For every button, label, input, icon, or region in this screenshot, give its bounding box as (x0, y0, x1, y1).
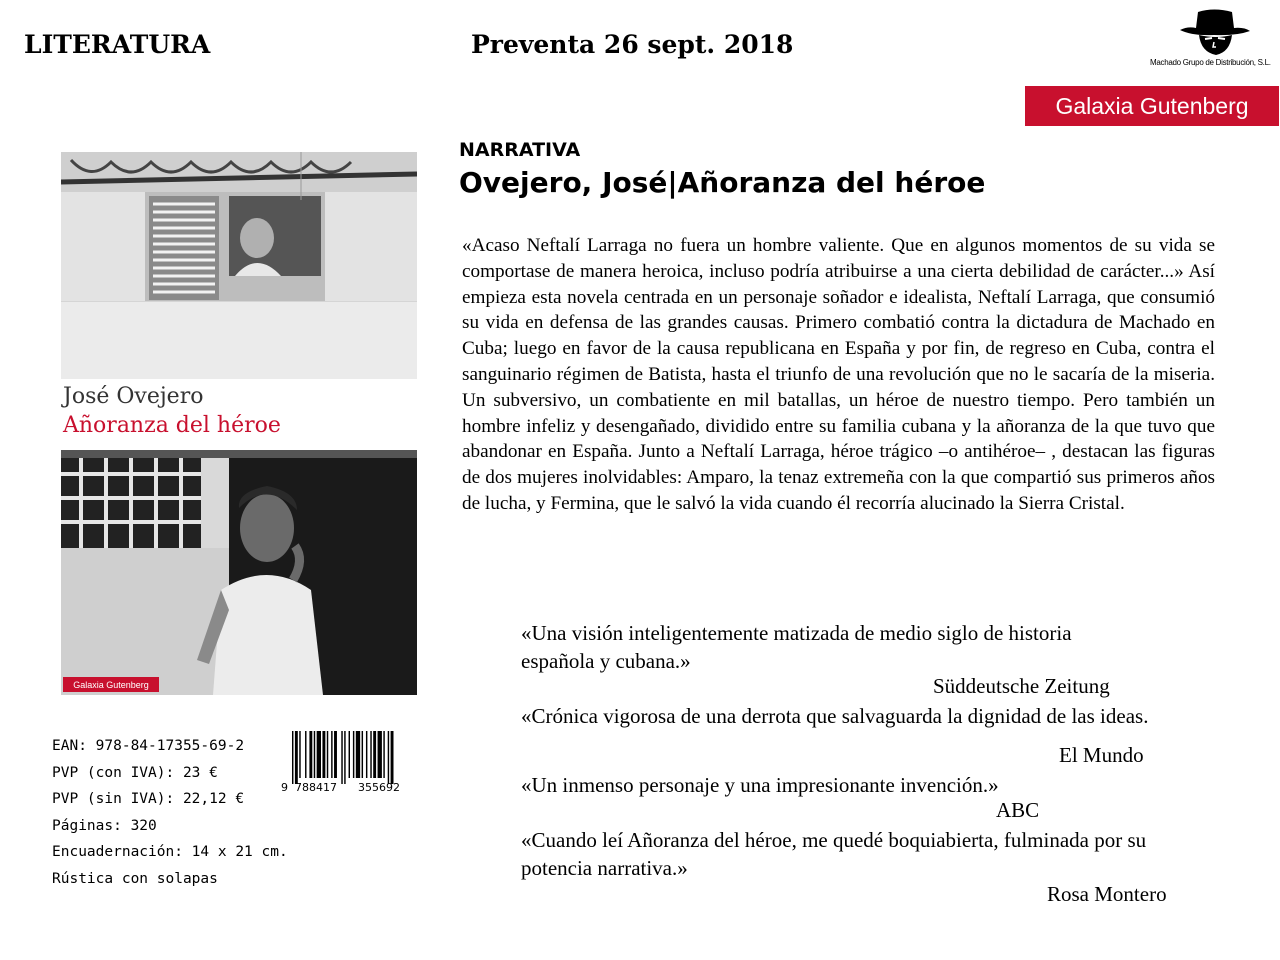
barcode-bar (299, 731, 300, 778)
review-source: Rosa Montero (1047, 882, 1167, 906)
barcode-left-digits: 788417 (295, 781, 337, 794)
barcode-bar (295, 731, 298, 784)
book-category: NARRATIVA (459, 139, 581, 161)
barcode-bar (378, 731, 382, 778)
presale-date: Preventa 26 sept. 2018 (471, 30, 794, 59)
review-quote: «Una visión inteligentemente matizada de medio siglo de historia española y cubana.» (521, 621, 1072, 673)
review-quote: «Cuando leí Añoranza del héroe, me quedé boquiabierta, fulminada por su potencia narrativa.» (521, 828, 1147, 880)
distributor-caption: Machado Grupo de Distribución, S.L. (1150, 58, 1271, 67)
barcode-bar (388, 731, 389, 784)
spec-price-without-vat: PVP (sin IVA): 22,12 € (52, 791, 245, 807)
barcode-bar (317, 731, 321, 778)
publisher-logo: Galaxia Gutenberg (1025, 86, 1279, 126)
cover-title: Añoranza del héroe (63, 413, 281, 438)
section-label: LITERATURA (24, 30, 211, 59)
book-title: Ovejero, José|Añoranza del héroe (459, 166, 986, 199)
barcode-bar (366, 731, 367, 778)
barcode-bar (383, 731, 384, 778)
book-cover (61, 152, 417, 695)
barcode-bar (334, 731, 337, 778)
barcode-bar (353, 731, 354, 778)
cover-photo-window (61, 152, 417, 379)
review-quote: «Un inmenso personaje y una impresionante invención.» (521, 773, 999, 797)
spec-price-with-vat: PVP (con IVA): 23 € (52, 764, 218, 781)
barcode-bar (314, 731, 315, 778)
book-synopsis: «Acaso Neftalí Larraga no fuera un hombre valiente. Que en algunos momentos de su vida se comportase de manera heroica, incluso podría atribuirse a una cierta debilidad de carácter...» Así empieza esta novela centrada en un personaje soñador e idealista, Neftalí Larraga, que consumió su vida en defensa de las grandes causas. Primero combatió contra la dictadura de Machado en Cuba; luego en favor de la causa republicana en España y por fin, de regreso en Cuba, contra el sanguinario régimen de Batista, hasta el triunfo de una revolución que no le sacaría de la miseria. Un subversivo, un combatiente en mil batallas, un héroe de nuestro tiempo. Pero también un hombre infeliz y desengañado, dividido entre su familia cubana y la añoranza de la que tuvo que abandonar en España. Junto a Neftalí Larraga, héroe trágico –o antihéroe– , destacan las figuras de dos mujeres inolvidables: Amparo, la tenaz extremeña con la que compartió sus primeros años de lucha, y Fermina, que le salvó la vida cuando él recorría alucinado la Sierra Cristal. (462, 235, 1215, 514)
spec-pages: Páginas: 320 (52, 817, 157, 834)
review-quote: «Crónica vigorosa de una derrota que salvaguarda la dignidad de las ideas. (521, 704, 1149, 728)
barcode-bar (349, 731, 350, 778)
barcode-right-digits: 355692 (358, 781, 400, 794)
barcode-bar (356, 731, 360, 778)
barcode-bar (344, 731, 345, 784)
spec-binding-size: Encuadernación: 14 x 21 cm. (52, 844, 288, 860)
spec-binding-type: Rústica con solapas (52, 870, 218, 887)
barcode-bar (292, 731, 293, 784)
barcode-bar (305, 731, 306, 778)
cover-author: José Ovejero (63, 384, 204, 409)
barcode-bar (331, 731, 332, 778)
barcode-first-digit: 9 (281, 781, 288, 794)
barcode-bar (341, 731, 342, 784)
review-source: ABC (996, 798, 1040, 822)
review-source: El Mundo (1059, 743, 1144, 767)
barcode-bar (309, 731, 312, 778)
barcode-bar (327, 731, 328, 778)
spec-ean: EAN: 978-84-17355-69-2 (52, 738, 245, 754)
book-specs (52, 733, 288, 892)
barcode-bar (373, 731, 376, 778)
barcode-bar (322, 731, 325, 778)
barcode-bar (362, 731, 363, 778)
barcode-bar (370, 731, 371, 778)
cover-publisher-label: Galaxia Gutenberg (63, 677, 159, 692)
barcode-bar (391, 731, 394, 784)
review-source: Süddeutsche Zeitung (933, 674, 1110, 698)
cover-photo-girl (61, 450, 417, 695)
